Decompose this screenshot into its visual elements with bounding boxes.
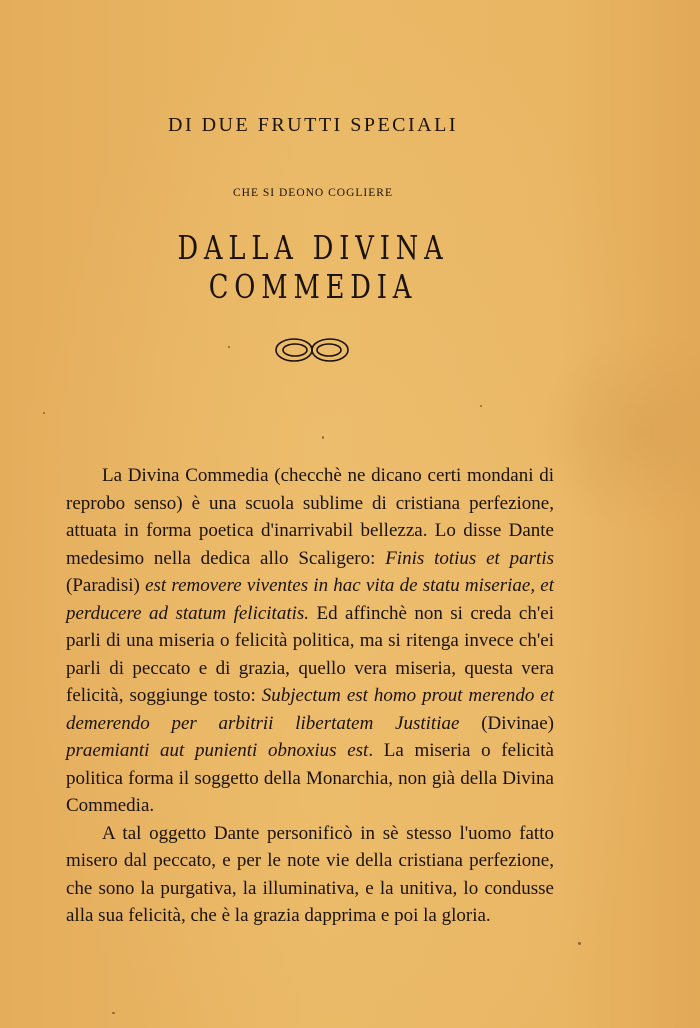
paper-speck bbox=[480, 405, 482, 407]
paper-speck bbox=[112, 1012, 115, 1014]
paper-speck bbox=[578, 942, 581, 945]
p1-text-3: Ed affinchè non si creda ch'ei parli di una miseria o felicità politica, ma si ritenga invece ch'ei parli di peccato e di grazia, quello vera miseria, questa vera felicità, soggiunge tosto: bbox=[66, 602, 554, 706]
p1-latin-3: Subjectum est homo prout merendo et demerendo per arbitrii libertatem Justitiae bbox=[66, 685, 554, 734]
p1-latin-2: est removere viventes in hac vita de statu miseriae, et perducere ad statum felicitatis. bbox=[66, 575, 554, 624]
main-title: DALLA DIVINA COMMEDIA bbox=[177, 228, 449, 306]
body-text bbox=[66, 462, 554, 930]
scroll-ornament-icon bbox=[272, 335, 352, 365]
p1-text-4: (Divinae) bbox=[459, 712, 554, 734]
paper-speck bbox=[322, 436, 324, 439]
paper-speck bbox=[43, 412, 45, 414]
paragraph-1 bbox=[66, 462, 554, 820]
p1-text-2: (Paradisi) bbox=[66, 575, 146, 596]
p1-latin-4: praemianti aut punienti obnoxius est bbox=[66, 740, 369, 761]
heading-line-1: DI DUE FRUTTI SPECIALI bbox=[168, 114, 458, 136]
p1-latin-1: Finis totius et partis bbox=[385, 547, 554, 569]
heading-line-2: CHE SI DEONO COGLIERE bbox=[233, 187, 393, 199]
p1-text-1: La Divina Commedia (checchè ne dicano certi mondani di reprobo senso) è una scuola sublime di cristiana perfezione, attuata in forma poetica d'inarrivabil bellezza. Lo disse Dante medesimo nella dedica allo Scaligero: bbox=[66, 465, 554, 569]
paper-speck bbox=[228, 346, 230, 348]
p1-text-5: . La miseria o felicità politica forma il soggetto della Monarchia, non già della Divina Commedia. bbox=[66, 740, 554, 816]
paragraph-2: A tal oggetto Dante personificò in sè stesso l'uomo fatto misero dal peccato, e per le note vie della cristiana perfezione, che sono la purgativa, la illuminativa, e la unitiva, lo condusse alla sua felicità, che è la grazia dapprima e poi la gloria. bbox=[66, 822, 554, 926]
